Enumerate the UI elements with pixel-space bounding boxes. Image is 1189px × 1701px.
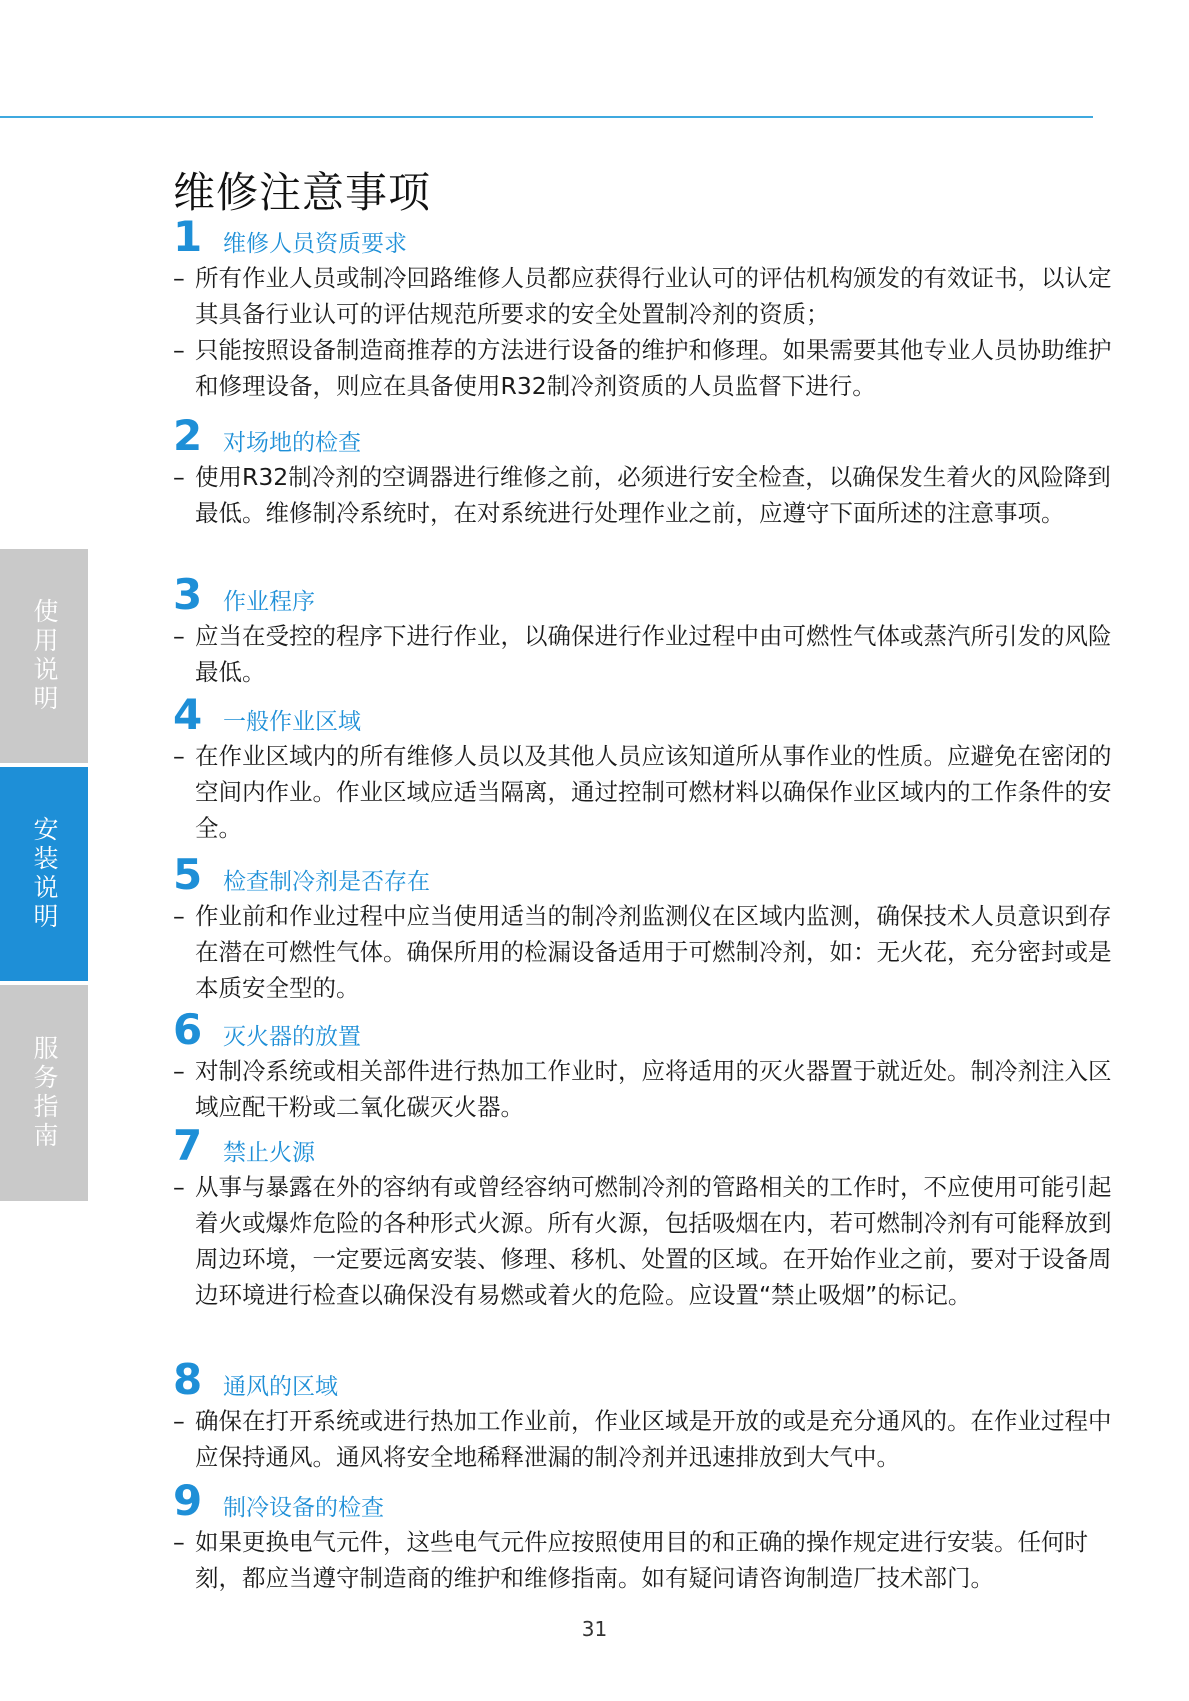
list-item: – 从事与暴露在外的容纳有或曾经容纳可燃制冷剂的管路相关的工作时，不应使用可能引起着火或爆炸危险的各种形式火源。所有火源，包括吸烟在内，若可燃制冷剂有可能释放到周边环境，一定要远离安装、修理、移机、处置的区域。在开始作业之前，要对于设备周边环境进行检查以确保没有易燃或着火的危险。应设置“禁止吸烟”的标记。 [173,1173,1112,1309]
section-title: 对场地的检查 [223,430,361,456]
section-number: 6 [173,1005,203,1054]
section-number: 3 [173,570,203,619]
page-number: 31 [581,1617,608,1641]
list-item: – 所有作业人员或制冷回路维修人员都应获得行业认可的评估机构颁发的有效证书，以认定其具备行业认可的评估规范所要求的安全处置制冷剂的资质； [173,264,1112,328]
side-tab-service-label: 服务指南 [30,1035,59,1151]
section-6 [173,1007,1113,1125]
section-title: 灭火器的放置 [223,1024,361,1050]
section-2 [173,413,1113,531]
section-number: 4 [173,690,203,739]
section-number: 5 [173,850,203,899]
section-title: 作业程序 [223,589,315,615]
list-item: – 如果更换电气元件，这些电气元件应按照使用目的和正确的操作规定进行安装。任何时刻，都应当遵守制造商的维护和维修指南。如有疑问请咨询制造厂技术部门。 [173,1528,1088,1592]
section-title: 检查制冷剂是否存在 [223,869,430,895]
section-number: 9 [173,1476,203,1525]
section-title: 制冷设备的检查 [223,1495,384,1521]
list-item: – 只能按照设备制造商推荐的方法进行设备的维护和修理。如果需要其他专业人员协助维护和修理设备，则应在具备使用R32制冷剂资质的人员监督下进行。 [173,336,1112,400]
section-number: 8 [173,1355,203,1404]
section-number: 2 [173,411,203,460]
section-title: 一般作业区域 [223,709,361,735]
section-3 [173,572,1113,690]
list-item: – 在作业区域内的所有维修人员以及其他人员应该知道所从事作业的性质。应避免在密闭的空间内作业。作业区域应适当隔离，通过控制可燃材料以确保作业区域内的工作条件的安全。 [173,742,1112,842]
section-number: 1 [173,212,203,261]
section-title: 通风的区域 [223,1374,338,1400]
side-tab-service[interactable] [0,985,88,1201]
side-tab-install[interactable] [0,767,88,981]
section-7 [173,1123,1113,1313]
side-tab-usage-label: 使用说明 [30,598,59,714]
section-8 [173,1357,1113,1475]
section-5 [173,852,1113,1006]
section-1 [173,214,1113,404]
header-rule [0,116,1093,118]
section-9 [173,1478,1113,1596]
list-item: – 使用R32制冷剂的空调器进行维修之前，必须进行安全检查，以确保发生着火的风险降到最低。维修制冷系统时，在对系统进行处理作业之前，应遵守下面所述的注意事项。 [173,463,1111,527]
list-item: – 确保在打开系统或进行热加工作业前，作业区域是开放的或是充分通风的。在作业过程中应保持通风。通风将安全地稀释泄漏的制冷剂并迅速排放到大气中。 [173,1407,1112,1471]
section-title: 维修人员资质要求 [223,231,407,257]
side-tab-usage[interactable] [0,549,88,763]
page-title: 维修注意事项 [173,168,432,217]
section-number: 7 [173,1121,203,1170]
section-4 [173,692,1113,846]
side-tab-install-label: 安装说明 [30,816,59,932]
section-title: 禁止火源 [223,1140,315,1166]
list-item: – 作业前和作业过程中应当使用适当的制冷剂监测仪在区域内监测，确保技术人员意识到存在潜在可燃性气体。确保所用的检漏设备适用于可燃制冷剂，如：无火花，充分密封或是本质安全型的。 [173,902,1112,1002]
list-item: – 对制冷系统或相关部件进行热加工作业时，应将适用的灭火器置于就近处。制冷剂注入区域应配干粉或二氧化碳灭火器。 [173,1057,1112,1121]
list-item: – 应当在受控的程序下进行作业，以确保进行作业过程中由可燃性气体或蒸汽所引发的风险最低。 [173,622,1112,686]
